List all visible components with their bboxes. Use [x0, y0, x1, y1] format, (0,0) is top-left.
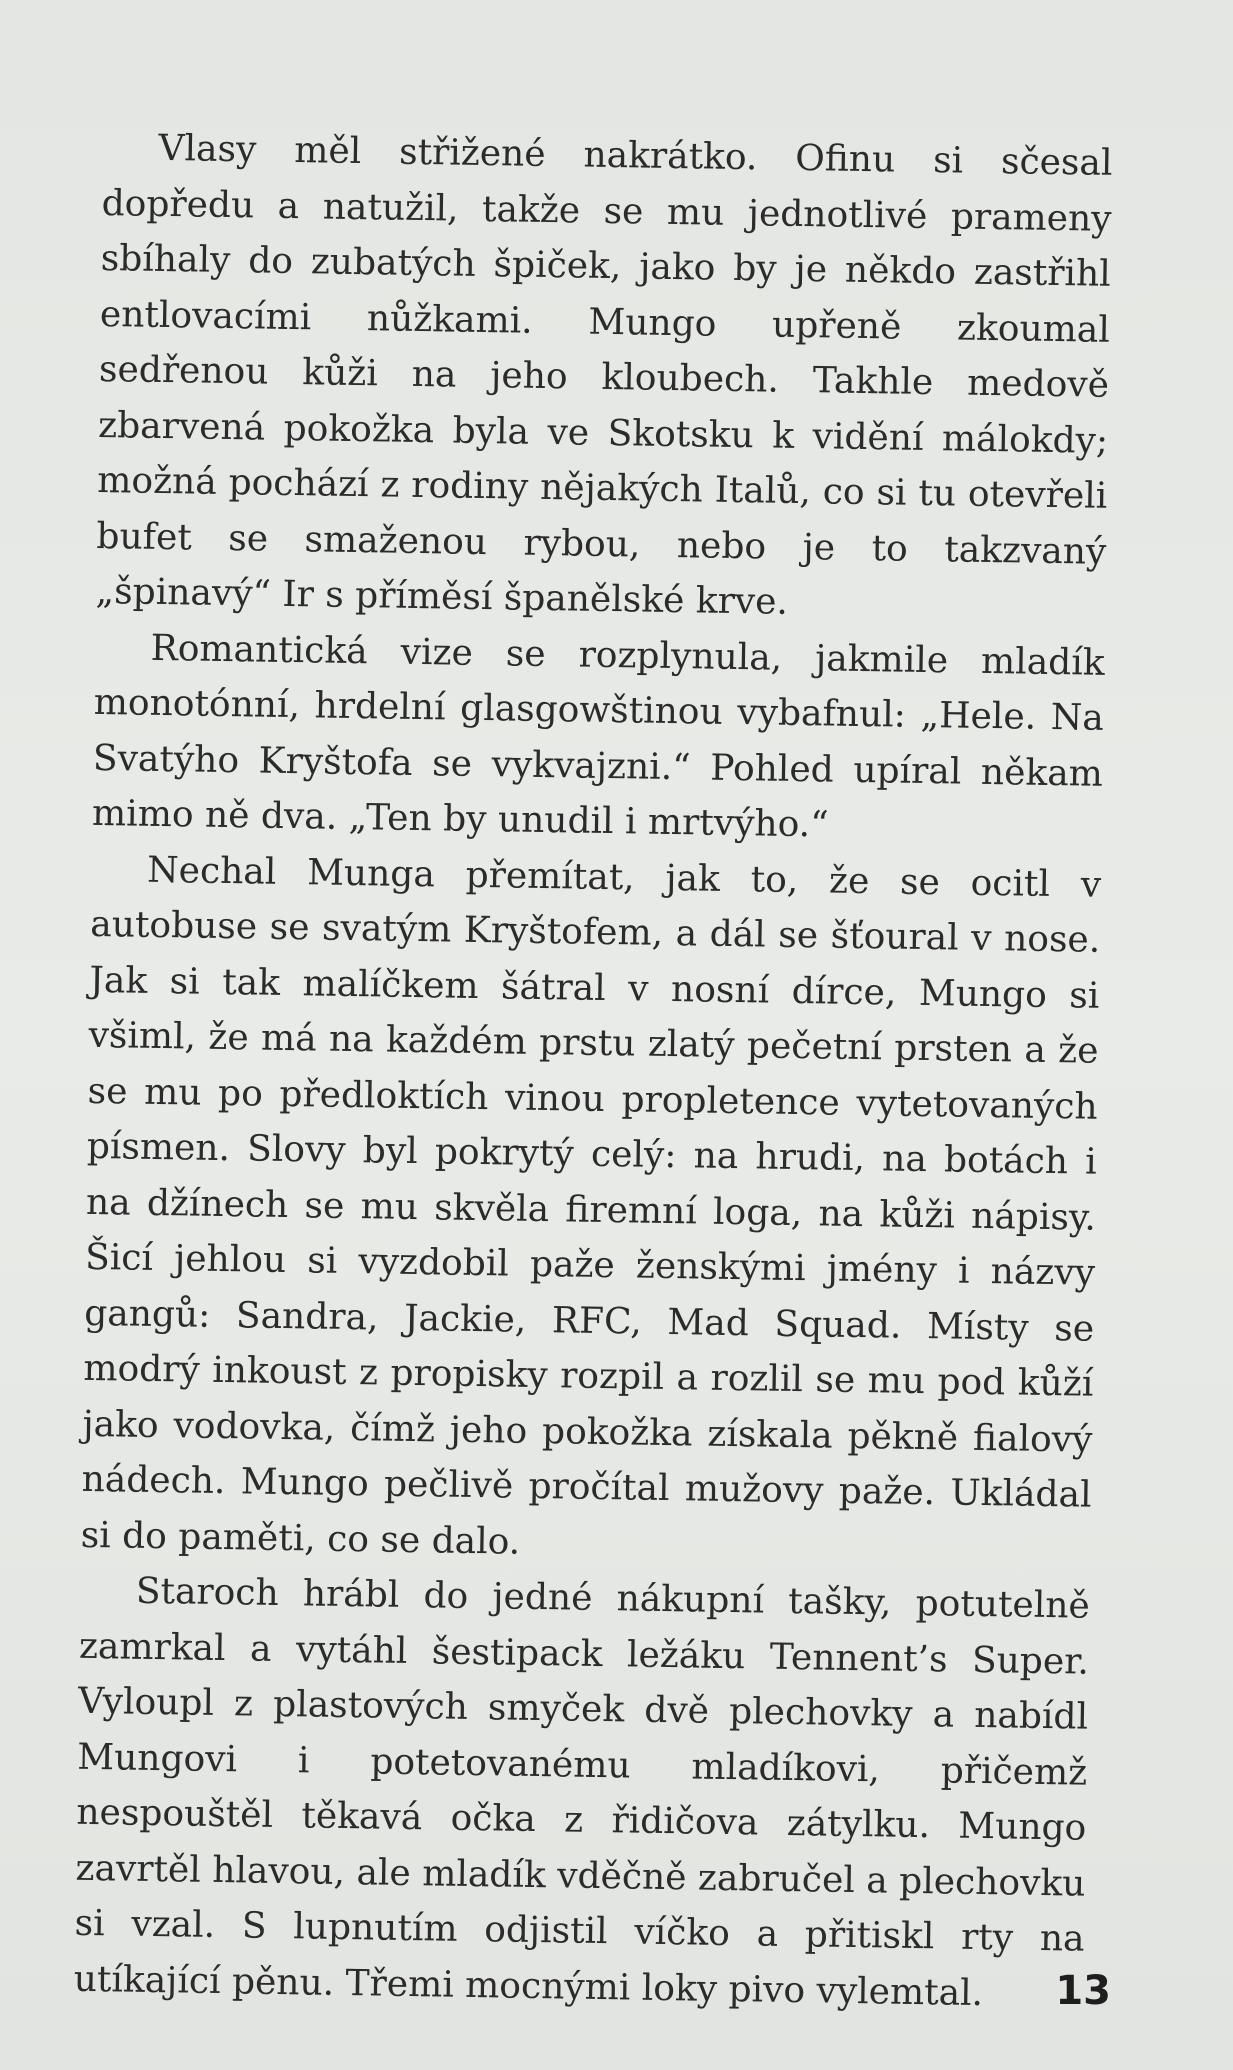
paragraph-3: Nechal Munga přemítat, jak to, že se ocitl v autobuse se svatým Kryštofem, a dál se šťoural v nose. Jak si tak malíčkem šátral v nosní dírce, Mungo si všiml, že má na každém prstu zlatý pečetní prsten a že se mu po předloktích vinou propletence vytetovaných písmen. Slovy byl pokrytý celý: na hrudi, na botách i na džínech se mu skvěla firemní loga, na kůži nápisy. Šicí jehlou si vyzdobil paže ženskými jmény i názvy gangů: Sandra, Jackie, RFC, Mad Squad. Místy se modrý inkoust z propisky rozpil a rozlil se mu pod kůží jako vodovka, čímž jeho pokožka získala pěkně fialový nádech. Mungo pečlivě pročítal mužovy paže. Ukládal si do paměti, co se dalo.: [80, 849, 1102, 1563]
page-number: 13: [1055, 1968, 1111, 2014]
paragraph-2: Romantická vize se rozplynula, jakmile mladík monotónní, hrdelní glasgowštinou vybafnul: „Hele. Na Svatýho Kryštofa se vykvajzni.“ Pohled upíral někam mimo ně dva. „Ten by unudil i mrtvýho.“: [91, 627, 1105, 846]
paragraph-4: Staroch hrábl do jedné nákupní tašky, potutelně zamrkal a vytáhl šestipack ležáku Tennent’s Super. Vyloupl z plastových smyček dvě plechovky a nabídl Mungovi i potetovanému mladíkovi, přičemž nespouštěl těkavá očka z řidičova zátylku. Mungo zavrtěl hlavou, ale mladík vděčně zabručel a plechovku si vzal. S lupnutím odjistil víčko a přitiskl rty na utíkající pěnu. Třemi mocnými loky pivo vylemtal.: [73, 1570, 1091, 2014]
body-text: [73, 120, 1113, 2023]
paragraph-1: Vlasy měl střižené nakrátko. Ofinu si sčesal dopředu a natužil, takže se mu jednotlivé prameny sbíhaly do zubatých špiček, jako by je někdo zastřihl entlovacími nůžkami. Mungo upřeně zkoumal sedřenou kůži na jeho kloubech. Takhle medově zbarvená pokožka byla ve Skotsku k vidění málokdy; možná pochází z rodiny nějakých Italů, co si tu otevřeli bufet se smaženou rybou, nebo je to takzvaný „špinavý“ Ir s příměsí španělské krve.: [95, 127, 1113, 623]
